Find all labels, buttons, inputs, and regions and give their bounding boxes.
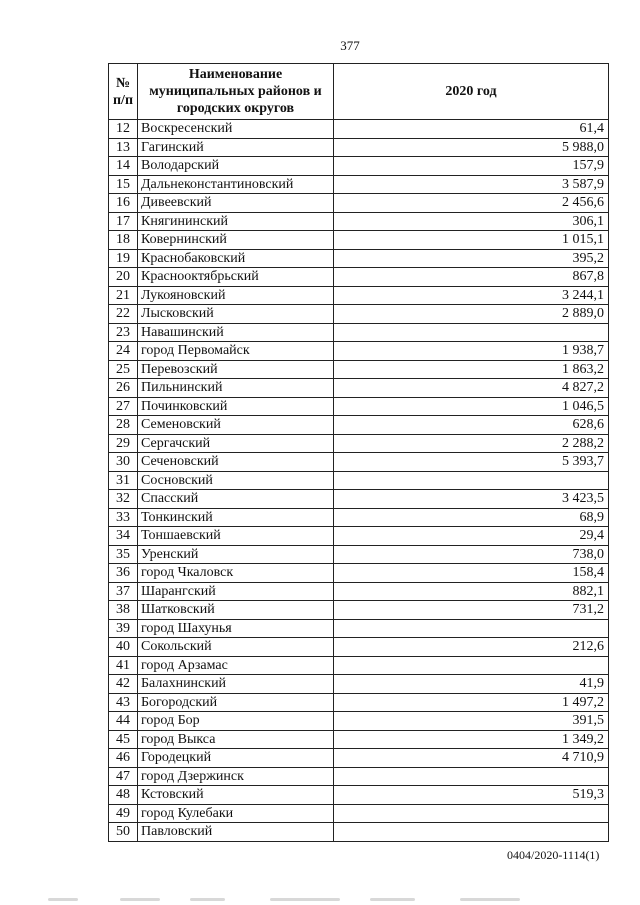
table-row — [109, 286, 609, 305]
data-table — [108, 63, 609, 842]
row-number: 43 — [109, 693, 138, 712]
table-row — [109, 120, 609, 139]
row-number: 42 — [109, 675, 138, 694]
row-value: 4 710,9 — [334, 749, 609, 768]
row-name: Сокольский — [138, 638, 334, 657]
row-number: 19 — [109, 249, 138, 268]
row-number: 48 — [109, 786, 138, 805]
table-row — [109, 582, 609, 601]
row-number: 40 — [109, 638, 138, 657]
table-row — [109, 194, 609, 213]
row-value: 519,3 — [334, 786, 609, 805]
row-number: 20 — [109, 268, 138, 287]
row-value: 867,8 — [334, 268, 609, 287]
row-name: город Шахунья — [138, 619, 334, 638]
table-row — [109, 601, 609, 620]
row-number: 22 — [109, 305, 138, 324]
row-value — [334, 767, 609, 786]
row-value: 5 988,0 — [334, 138, 609, 157]
row-value: 3 587,9 — [334, 175, 609, 194]
row-name: Гагинский — [138, 138, 334, 157]
row-number: 34 — [109, 527, 138, 546]
row-number: 14 — [109, 157, 138, 176]
row-number: 39 — [109, 619, 138, 638]
table-row — [109, 268, 609, 287]
table-row — [109, 619, 609, 638]
row-value — [334, 471, 609, 490]
row-name: Балахнинский — [138, 675, 334, 694]
row-name: Перевозский — [138, 360, 334, 379]
row-value: 2 288,2 — [334, 434, 609, 453]
row-value: 212,6 — [334, 638, 609, 657]
table-row — [109, 656, 609, 675]
document-code: 0404/2020-1114(1) — [507, 848, 600, 862]
row-value: 1 046,5 — [334, 397, 609, 416]
row-name: Сосновский — [138, 471, 334, 490]
row-number: 29 — [109, 434, 138, 453]
table-row — [109, 638, 609, 657]
row-name: Краснобаковский — [138, 249, 334, 268]
row-name: Навашинский — [138, 323, 334, 342]
row-name: Кстовский — [138, 786, 334, 805]
row-value: 1 863,2 — [334, 360, 609, 379]
row-name: Пильнинский — [138, 379, 334, 398]
table-row — [109, 804, 609, 823]
row-number: 18 — [109, 231, 138, 250]
table-body — [109, 120, 609, 842]
row-value: 5 393,7 — [334, 453, 609, 472]
row-name: Спасский — [138, 490, 334, 509]
table-row — [109, 564, 609, 583]
row-value: 68,9 — [334, 508, 609, 527]
row-name: Шатковский — [138, 601, 334, 620]
row-value: 158,4 — [334, 564, 609, 583]
row-number: 46 — [109, 749, 138, 768]
table-row — [109, 786, 609, 805]
row-number: 24 — [109, 342, 138, 361]
row-value — [334, 804, 609, 823]
row-number: 13 — [109, 138, 138, 157]
row-name: Починковский — [138, 397, 334, 416]
row-name: город Бор — [138, 712, 334, 731]
table-row — [109, 379, 609, 398]
table-row — [109, 508, 609, 527]
row-number: 15 — [109, 175, 138, 194]
row-value: 306,1 — [334, 212, 609, 231]
row-value: 1 497,2 — [334, 693, 609, 712]
table-row — [109, 767, 609, 786]
row-name: город Кулебаки — [138, 804, 334, 823]
row-value: 61,4 — [334, 120, 609, 139]
row-value — [334, 323, 609, 342]
row-name: Дальнеконстантиновский — [138, 175, 334, 194]
row-number: 49 — [109, 804, 138, 823]
row-name: Тонкинский — [138, 508, 334, 527]
row-value: 628,6 — [334, 416, 609, 435]
table-row — [109, 397, 609, 416]
table-row — [109, 416, 609, 435]
row-number: 23 — [109, 323, 138, 342]
row-value — [334, 823, 609, 842]
row-number: 21 — [109, 286, 138, 305]
table-row — [109, 323, 609, 342]
table-row — [109, 342, 609, 361]
table-row — [109, 212, 609, 231]
row-number: 50 — [109, 823, 138, 842]
row-name: Лысковский — [138, 305, 334, 324]
table-row — [109, 527, 609, 546]
row-name: Городецкий — [138, 749, 334, 768]
header-value: 2020 год — [334, 64, 609, 120]
table-row — [109, 693, 609, 712]
row-number: 12 — [109, 120, 138, 139]
row-value: 1 015,1 — [334, 231, 609, 250]
row-number: 16 — [109, 194, 138, 213]
row-number: 25 — [109, 360, 138, 379]
row-number: 36 — [109, 564, 138, 583]
table-row — [109, 175, 609, 194]
row-number: 44 — [109, 712, 138, 731]
row-value: 2 456,6 — [334, 194, 609, 213]
table-row — [109, 675, 609, 694]
table-row — [109, 138, 609, 157]
row-number: 38 — [109, 601, 138, 620]
row-name: Краснооктябрьский — [138, 268, 334, 287]
row-number: 35 — [109, 545, 138, 564]
row-value: 157,9 — [334, 157, 609, 176]
row-name: Павловский — [138, 823, 334, 842]
row-name: Уренский — [138, 545, 334, 564]
row-value: 4 827,2 — [334, 379, 609, 398]
row-value: 3 423,5 — [334, 490, 609, 509]
row-value: 731,2 — [334, 601, 609, 620]
row-value: 395,2 — [334, 249, 609, 268]
table-row — [109, 360, 609, 379]
table-row — [109, 823, 609, 842]
row-name: город Арзамас — [138, 656, 334, 675]
header-num: № п/п — [109, 64, 138, 120]
row-name: город Первомайск — [138, 342, 334, 361]
row-number: 37 — [109, 582, 138, 601]
row-name: город Чкаловск — [138, 564, 334, 583]
row-number: 32 — [109, 490, 138, 509]
table-row — [109, 712, 609, 731]
row-value: 29,4 — [334, 527, 609, 546]
table-row — [109, 434, 609, 453]
row-value: 738,0 — [334, 545, 609, 564]
row-name: Богородский — [138, 693, 334, 712]
row-name: Дивеевский — [138, 194, 334, 213]
table-row — [109, 157, 609, 176]
row-name: город Дзержинск — [138, 767, 334, 786]
row-value: 3 244,1 — [334, 286, 609, 305]
table-row — [109, 545, 609, 564]
row-value — [334, 656, 609, 675]
table-row — [109, 231, 609, 250]
row-name: Тоншаевский — [138, 527, 334, 546]
row-number: 17 — [109, 212, 138, 231]
table-row — [109, 453, 609, 472]
page-number: 377 — [340, 38, 360, 53]
table-row — [109, 471, 609, 490]
row-number: 41 — [109, 656, 138, 675]
row-value: 1 349,2 — [334, 730, 609, 749]
row-name: Шарангский — [138, 582, 334, 601]
row-value — [334, 619, 609, 638]
row-number: 45 — [109, 730, 138, 749]
row-name: Ковернинский — [138, 231, 334, 250]
row-name: Сеченовский — [138, 453, 334, 472]
row-value: 882,1 — [334, 582, 609, 601]
row-number: 28 — [109, 416, 138, 435]
scan-edge-artifact — [40, 893, 600, 905]
row-name: Воскресенский — [138, 120, 334, 139]
row-name: Лукояновский — [138, 286, 334, 305]
row-number: 26 — [109, 379, 138, 398]
row-number: 31 — [109, 471, 138, 490]
row-number: 47 — [109, 767, 138, 786]
row-name: город Выкса — [138, 730, 334, 749]
table-row — [109, 305, 609, 324]
row-number: 30 — [109, 453, 138, 472]
row-value: 391,5 — [334, 712, 609, 731]
header-name: Наименование муниципальных районов и городских округов — [138, 64, 334, 120]
row-name: Сергачский — [138, 434, 334, 453]
table-row — [109, 749, 609, 768]
table-row — [109, 490, 609, 509]
row-name: Княгининский — [138, 212, 334, 231]
row-name: Володарский — [138, 157, 334, 176]
table-header — [109, 64, 609, 120]
row-value: 2 889,0 — [334, 305, 609, 324]
row-number: 33 — [109, 508, 138, 527]
row-name: Семеновский — [138, 416, 334, 435]
header-row — [109, 64, 609, 120]
row-value: 41,9 — [334, 675, 609, 694]
table-row — [109, 730, 609, 749]
row-number: 27 — [109, 397, 138, 416]
table-row — [109, 249, 609, 268]
row-value: 1 938,7 — [334, 342, 609, 361]
